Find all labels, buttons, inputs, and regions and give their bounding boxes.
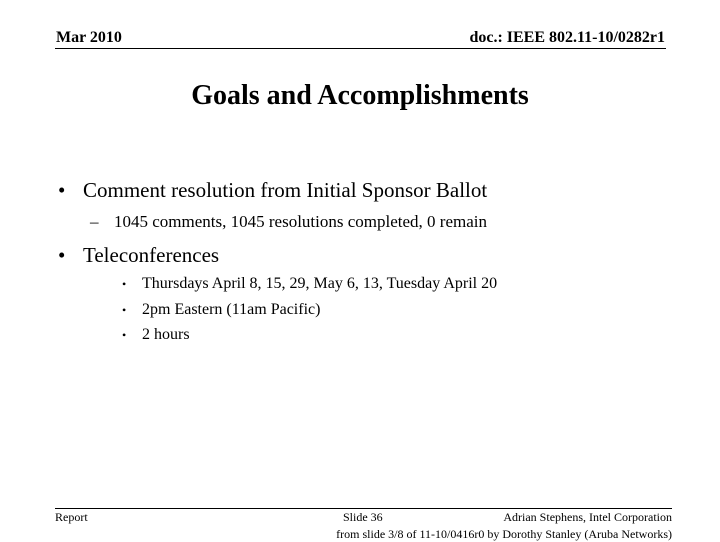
header-rule — [55, 48, 666, 49]
footer-left-label: Report — [55, 510, 88, 524]
bullet-marker: • — [122, 277, 127, 291]
dash-marker: – — [90, 212, 99, 231]
subbullet-dates — [122, 275, 497, 293]
bullet-text: Comment resolution from Initial Sponsor Ballot — [83, 178, 488, 202]
bullet-text: 2pm Eastern (11am Pacific) — [142, 301, 321, 318]
footer-author: Adrian Stephens, Intel Corporation — [503, 510, 672, 524]
footer-source-note: from slide 3/8 of 11-10/0416r0 by Dorothy Stanley (Aruba Networks) — [336, 527, 672, 541]
subbullet-time — [122, 301, 320, 319]
header-date: Mar 2010 — [56, 29, 122, 46]
bullet-marker: • — [58, 243, 66, 267]
header-doc-id: doc.: IEEE 802.11-10/0282r1 — [469, 29, 665, 46]
footer-rule — [55, 508, 672, 509]
bullet-text: 1045 comments, 1045 resolutions completed, 0 remain — [114, 212, 487, 231]
bullet-marker: • — [122, 303, 127, 317]
bullet-marker: • — [58, 178, 66, 202]
subbullet-comments — [90, 212, 487, 232]
bullet-text: 2 hours — [142, 326, 190, 343]
footer-slide-number: Slide 36 — [343, 510, 383, 524]
bullet-teleconferences — [58, 243, 219, 268]
bullet-comment-resolution — [58, 178, 487, 203]
subbullet-duration — [122, 326, 190, 344]
bullet-text: Thursdays April 8, 15, 29, May 6, 13, Tuesday April 20 — [142, 275, 498, 292]
bullet-marker: • — [122, 328, 127, 342]
bullet-text: Teleconferences — [83, 243, 220, 267]
slide-title: Goals and Accomplishments — [191, 80, 529, 111]
